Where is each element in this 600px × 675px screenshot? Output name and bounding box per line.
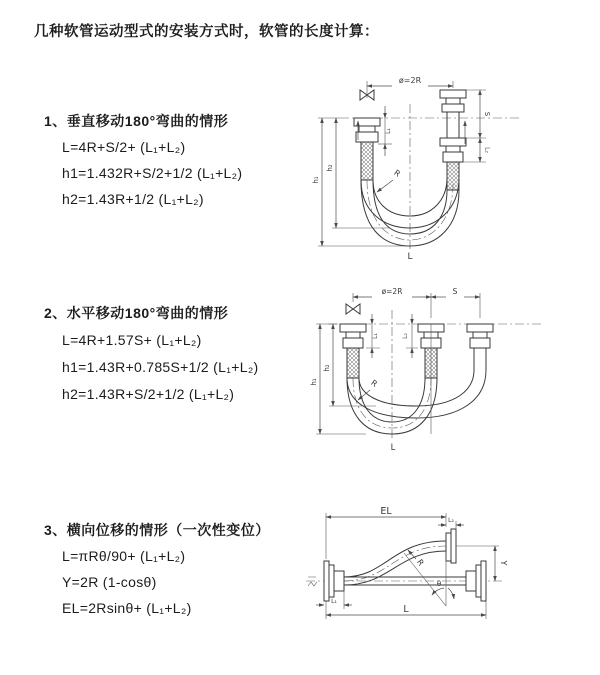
section-2-heading: 2、水平移动180°弯曲的情形	[44, 305, 229, 321]
diagram-3-svg	[298, 503, 598, 648]
dim-label-Y: Y	[499, 560, 508, 566]
dimension-lines	[316, 506, 508, 619]
section-1-formula-h1: h1=1.432R+S/2+1/2 (L₁+L₂)	[62, 165, 243, 181]
dim-label-S: S	[483, 111, 491, 117]
dim-label-h2: h₂	[326, 164, 334, 172]
section-2-formula-h2: h2=1.43R+S/2+1/2 (L₁+L₂)	[62, 386, 235, 402]
dim-label-L2: L₂	[402, 333, 409, 339]
dim-label-L1: L₁	[385, 128, 392, 134]
page-title: 几种软管运动型式的安装方式时，软管的长度计算：	[34, 24, 379, 40]
section-3-heading: 3、横向位移的情形（一次性变位）	[44, 522, 270, 538]
dim-label-h1: h₁	[312, 176, 320, 184]
right-pipe-end	[440, 90, 466, 190]
braided-hose-section	[447, 162, 459, 190]
dim-label-EL: EL	[380, 506, 392, 517]
section-2-text	[44, 300, 259, 408]
section-1-text	[44, 108, 242, 212]
diagram-2-svg	[308, 282, 598, 457]
hose-bend	[347, 370, 486, 434]
hose-s-curve	[344, 541, 446, 585]
section-2-formula-L: L=4R+1.57S+ (L₁+L₂)	[62, 332, 202, 348]
braided-hose-section	[361, 142, 373, 180]
section-3-formula-EL: EL=2Rsinθ+ (L₁+L₂)	[62, 600, 192, 616]
radius-label: R	[392, 168, 402, 179]
right-pipe-end	[467, 324, 493, 370]
dim-label-S: S	[452, 287, 458, 296]
left-pipe-end	[340, 304, 366, 378]
dim-label-h2: h₂	[323, 364, 331, 372]
section-3-formula-L: L=πRθ/90+ (L₁+L₂)	[62, 548, 186, 564]
diagram-lateral-displacement	[298, 503, 598, 648]
dim-label-h1: h₁	[310, 378, 318, 386]
dim-label-L1: L₁	[372, 333, 379, 339]
dim-label-2R: ø=2R	[381, 287, 403, 296]
dim-label-2R: ø=2R	[398, 76, 422, 85]
length-label: L	[390, 443, 396, 453]
axis-break-mark	[308, 577, 317, 586]
dim-label-L2: L₂	[448, 517, 454, 524]
section-1-formula-L: L=4R+S/2+ (L₁+L₂)	[62, 139, 186, 155]
radius-label: R	[415, 557, 426, 568]
dim-label-L: L	[403, 604, 409, 615]
diagram-1-svg	[310, 68, 590, 262]
braided-hose-section	[347, 348, 359, 378]
section-1-heading: 1、垂直移动180°弯曲的情形	[44, 113, 229, 129]
dim-label-L1: L₁	[331, 598, 337, 605]
section-2-formula-h1: h1=1.43R+0.785S+1/2 (L₁+L₂)	[62, 359, 259, 375]
upper-flange-displaced-position	[446, 529, 456, 563]
section-1-formula-h2: h2=1.43R+1/2 (L₁+L₂)	[62, 191, 204, 207]
right-flange-original-position	[466, 561, 486, 601]
valve-icon	[346, 304, 360, 314]
radius-label: R	[369, 378, 379, 389]
diagram-horizontal-180-bend	[308, 282, 598, 457]
dim-label-L2: L₂	[483, 147, 491, 153]
left-flange	[324, 561, 344, 601]
angle-label: θ	[436, 580, 442, 588]
length-label: L	[407, 252, 413, 262]
section-3-text	[44, 517, 270, 621]
diagram-vertical-180-bend	[310, 68, 590, 262]
section-3-formula-Y: Y=2R (1-cosθ)	[62, 574, 157, 590]
